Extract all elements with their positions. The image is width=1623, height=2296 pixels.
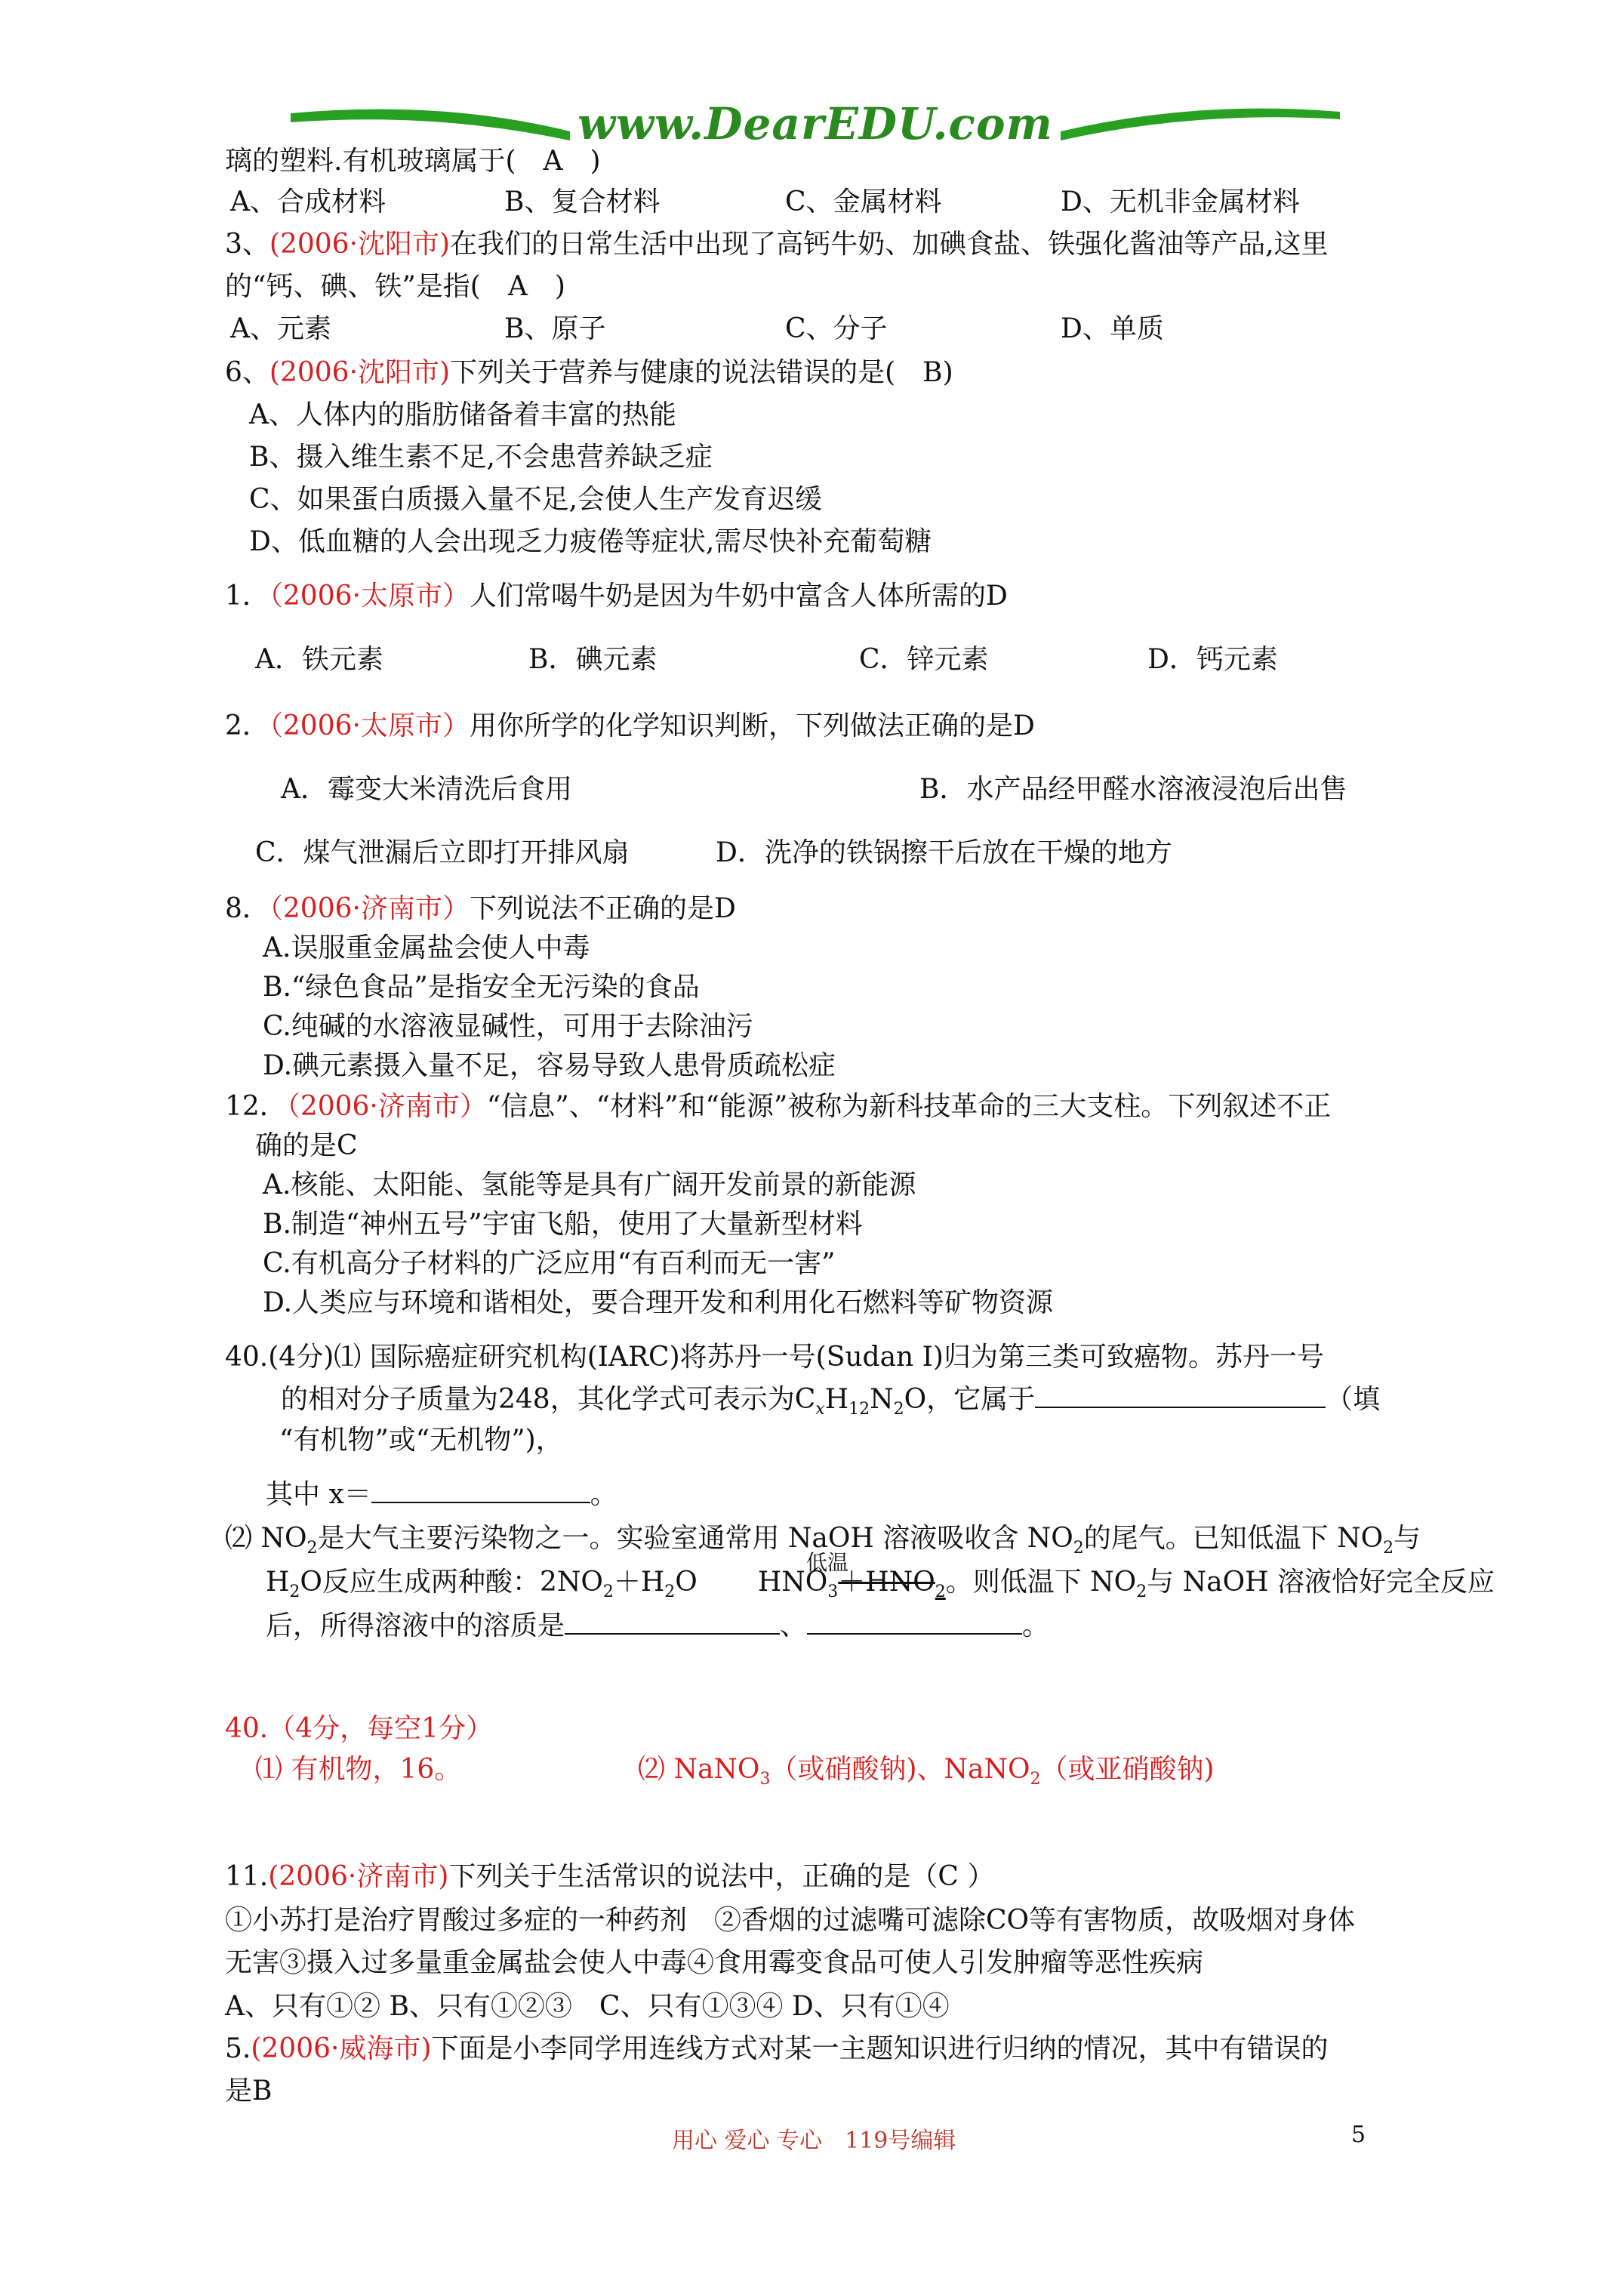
text-line: ①小苏打是治疗胃酸过多症的一种药剂 ②香烟的过滤嘴可滤除CO等有害物质，故吸烟对身体 [225,1905,1356,1936]
option-b: B．碘元素 [528,644,658,675]
option-b: B、原子 [504,313,606,344]
answer-blank[interactable] [371,1479,590,1503]
source-tag: (2006·沈阳市) [269,357,451,388]
source-tag: (2006·济南市) [268,1861,449,1892]
option-d: D．钙元素 [1147,644,1278,675]
options-line: A、只有①② B、只有①②③ C、只有①③④ D、只有①④ [225,1991,950,2022]
question-6: 6、(2006·沈阳市)下列关于营养与健康的说法错误的是( B) [225,357,953,388]
text-line: ⑵ $NO_2$是大气主要污染物之一。实验室通常用 NaOH 溶液吸收含 $NO_2$的尾气。已知低温下 $NO_2$与 [225,1523,1421,1558]
option-a: A.核能、太阳能、氢能等是具有广阔开发前景的新能源 [263,1170,916,1200]
option-d: D、单质 [1061,313,1164,344]
source-tag: (2006·沈阳市) [269,229,451,260]
text-line: 无害③摄入过多量重金属盐会使人中毒④食用霉变食品可使人引发肿瘤等恶性疾病 [225,1947,1204,1978]
option-c: C.纯碱的水溶液显碱性，可用于去除油污 [263,1011,753,1042]
answer-blank[interactable] [807,1610,1022,1635]
text-line: 的相对分子质量为248，其化学式可表示为$C_xH_{12}N_2O$，它属于 （填 [281,1384,1381,1419]
option-c: C．锌元素 [859,644,989,675]
option-b: B、摄入维生素不足,不会患营养缺乏症 [249,442,713,473]
option-a: A、合成材料 [230,186,386,217]
answer-blank[interactable] [565,1610,780,1635]
option-d: D.碘元素摄入量不足，容易导致人患骨质疏松症 [263,1050,836,1081]
option-b: B、复合材料 [504,186,661,217]
option-c: C、金属材料 [785,186,942,217]
source-tag: （2006·太原市） [269,581,470,612]
question-40: 40.(4分)⑴ 国际癌症研究机构(IARC)将苏丹一号(Sudan Ⅰ)归为第三类可致癌物。苏丹一号 [225,1342,1324,1373]
text-line: 其中 x＝ 。 [266,1479,617,1510]
question-12: 12．（2006·济南市）“信息”、“材料”和“能源”被称为新科技革命的三大支柱。下列叙述不正 [225,1091,1332,1122]
source-tag: (2006·威海市) [251,2033,432,2064]
option-b: B.制造“神州五号”宇宙飞船，使用了大量新型材料 [263,1209,863,1240]
answer-40-part2: ⑵ NaNO$_3$（或硝酸钠)、NaNO$_2$（或亚硝酸钠) [638,1754,1215,1789]
text-line: $H_2O$反应生成两种酸：$2NO_2+H_2O$ $HNO_3+HNO_2$。则低温下 $NO_2$与 NaOH 溶液恰好完全反应 [266,1567,1495,1602]
site-logo-text: www.DearEDU.com [577,98,1053,149]
question-5: 5.(2006·威海市)下面是小李同学用连线方式对某一主题知识进行归纳的情况，其中有错误的 [225,2033,1329,2064]
option-c: C、如果蛋白质摄入量不足,会使人生产发育迟缓 [249,484,822,515]
option-c: C．煤气泄漏后立即打开排风扇 [255,837,630,868]
text-line: 确的是C [255,1130,358,1161]
text-line: “有机物”或“无机物”)， [279,1425,563,1456]
option-a: A．铁元素 [255,644,383,675]
answer-40-part1: ⑴ 有机物，16。 [255,1754,462,1785]
option-d: D．洗净的铁锅擦干后放在干燥的地方 [716,837,1172,868]
question-1: 1．（2006·太原市）人们常喝牛奶是因为牛奶中富含人体所需的D [225,581,1008,612]
option-b: B．水产品经甲醛水溶液浸泡后出售 [919,774,1347,805]
option-a: A.误服重金属盐会使人中毒 [263,932,590,963]
option-d: D、无机非金属材料 [1061,186,1300,217]
option-b: B.“绿色食品”是指安全无污染的食品 [263,972,700,1003]
condition-label: 低温 [806,1550,849,1575]
option-d: D、低血糖的人会出现乏力疲倦等症状,需尽快补充葡萄糖 [249,526,932,557]
option-c: C.有机高分子材料的广泛应用“有百利而无一害” [263,1248,836,1279]
answer-blank[interactable] [1035,1384,1326,1408]
source-tag: （2006·济南市） [269,893,470,924]
source-tag: （2006·济南市） [286,1091,487,1122]
text-line: 是B [225,2076,273,2106]
text-line: 的“钙、碘、铁”是指( A ) [225,271,565,302]
page-number: 5 [1351,2122,1366,2148]
source-tag: （2006·太原市） [269,710,470,741]
question-2: 2．（2006·太原市）用你所学的化学知识判断，下列做法正确的是D [225,710,1035,741]
text-line: 后，所得溶液中的溶质是 、 。 [266,1610,1050,1641]
footer-text: 用心 爱心 专心 119号编辑 [672,2128,956,2154]
text-line: 璃的塑料.有机玻璃属于( A ) [225,146,601,177]
option-d: D.人类应与环境和谐相处，要合理开发和利用化石燃料等矿物资源 [263,1287,1054,1318]
option-c: C、分子 [785,313,888,344]
option-a: A．霉变大米清洗后食用 [281,774,572,805]
question-3: 3、(2006·沈阳市)在我们的日常生活中出现了高钙牛奶、加碘食盐、铁强化酱油等产品,这里 [225,229,1329,260]
question-11: 11.(2006·济南市)下列关于生活常识的说法中，正确的是（C ） [225,1861,995,1892]
answer-40-title: 40.（4分，每空1分） [225,1713,494,1744]
option-a: A、元素 [230,313,331,344]
question-8: 8．（2006·济南市）下列说法不正确的是D [225,893,736,924]
option-a: A、人体内的脂肪储备着丰富的热能 [249,399,676,430]
